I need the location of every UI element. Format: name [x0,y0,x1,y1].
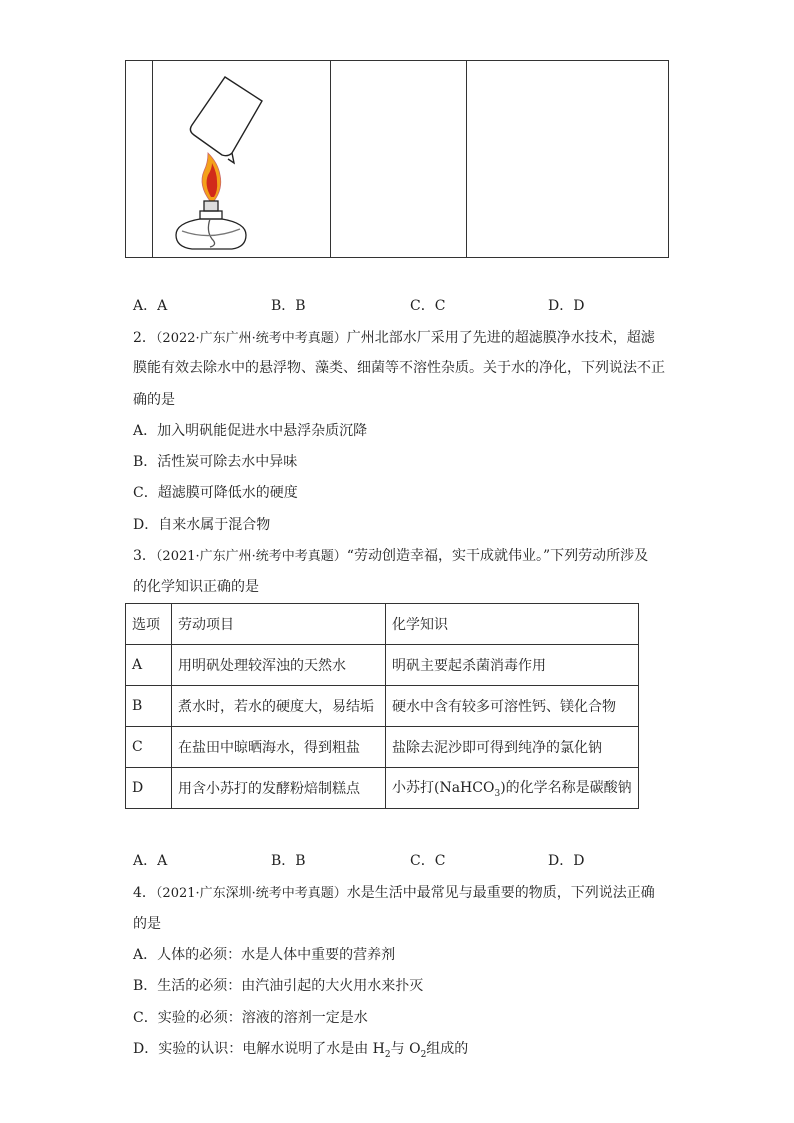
q3-choice-d[interactable]: D．D [548,853,585,869]
q3-stem-line2: 的化学知识正确的是 [133,579,259,595]
choice-a[interactable]: A．A [133,298,168,314]
knowledge-suffix: )的化学名称是碳酸钠 [500,780,632,797]
q3-source: （2021·广东广州·统考中考真题） [155,549,347,564]
q4-option-d-suffix: 组成的 [426,1041,469,1057]
q3-choice-b[interactable]: B．B [271,853,306,869]
header-knowledge: 化学知识 [386,604,639,645]
beaker-icon [190,77,262,163]
q2-stem-line2: 膜能有效去除水中的悬浮物、藻类、细菌等不溶性杂质。关于水的净化，下列说法不正 [133,360,665,376]
table-row [126,768,639,809]
q2-stem-line3: 确的是 [133,392,175,408]
flame-icon [202,153,221,201]
q3-table [125,603,639,809]
choice-d[interactable]: D．D [548,298,585,314]
header-labor: 劳动项目 [172,604,386,645]
table-row [126,727,639,768]
table-cell: 在盐田中晾晒海水，得到粗盐 [172,727,386,768]
q4-option-d-mid: 与 O [390,1041,421,1057]
q2-option-d[interactable]: D．自来水属于混合物 [133,517,271,533]
table-header-row [126,604,639,645]
q3-number: 3． [133,548,156,564]
choice-c[interactable]: C．C [410,298,446,314]
knowledge-prefix: 小苏打(NaHCO [392,780,495,797]
table-row [126,645,639,686]
q3-choice-a[interactable]: A．A [133,853,168,869]
alcohol-lamp-beaker-illustration [170,71,280,251]
subscript: 2 [384,1049,391,1060]
q4-number: 4． [133,885,156,901]
q2-stem-text: 广州北部水厂采用了先进的超滤膜净水技术，超滤 [346,330,655,346]
q4-option-b[interactable]: B．生活的必须：由汽油引起的大火用水来扑灭 [133,978,424,994]
q2-option-b[interactable]: B．活性炭可除去水中异味 [133,454,298,470]
choice-b[interactable]: B．B [271,298,306,314]
q2-option-c[interactable]: C．超滤膜可降低水的硬度 [133,485,298,501]
table-cell [386,768,639,809]
q3-choice-c[interactable]: C．C [410,853,446,869]
q3-stem-text: “劳动创造幸福，实干成就伟业。”下列劳动所涉及 [346,548,649,564]
table-cell: D [126,768,172,809]
table-cell: 明矾主要起杀菌消毒作用 [386,645,639,686]
q3-stem-line1 [133,546,648,567]
q2-source: （2022·广东广州·统考中考真题） [155,331,347,346]
q4-option-c[interactable]: C．实验的必须：溶液的溶剂一定是水 [133,1010,368,1026]
table-cell: 用明矾处理较浑浊的天然水 [172,645,386,686]
subscript: 3 [494,788,501,799]
q4-stem-text: 水是生活中最常见与最重要的物质，下列说法正确 [346,885,655,901]
alcohol-lamp-icon [176,201,246,249]
table-row [126,686,639,727]
q4-stem-line2: 的是 [133,916,161,932]
q4-source: （2021·广东深圳·统考中考真题） [155,886,347,901]
table-cell: B [126,686,172,727]
table-cell: 煮水时，若水的硬度大，易结垢 [172,686,386,727]
q2-stem-line1 [133,328,655,349]
table-cell: 硬水中含有较多可溶性钙、镁化合物 [386,686,639,727]
table-cell: A [126,645,172,686]
header-option: 选项 [126,604,172,645]
q2-option-a[interactable]: A．加入明矾能促进水中悬浮杂质沉降 [133,423,368,439]
q4-stem-line1 [133,883,655,904]
illustration-table [125,60,669,258]
q4-option-d[interactable] [133,1039,468,1065]
table-divider [330,61,331,257]
table-cell: 用含小苏打的发酵粉焙制糕点 [172,768,386,809]
table-divider [152,61,153,257]
q4-option-a[interactable]: A．人体的必须：水是人体中重要的营养剂 [133,947,396,963]
q4-option-d-prefix: D．实验的认识：电解水说明了水是由 H [133,1041,385,1057]
table-cell: 盐除去泥沙即可得到纯净的氯化钠 [386,727,639,768]
subscript: 2 [420,1049,427,1060]
q2-number: 2． [133,330,156,346]
table-cell: C [126,727,172,768]
table-divider [466,61,467,257]
